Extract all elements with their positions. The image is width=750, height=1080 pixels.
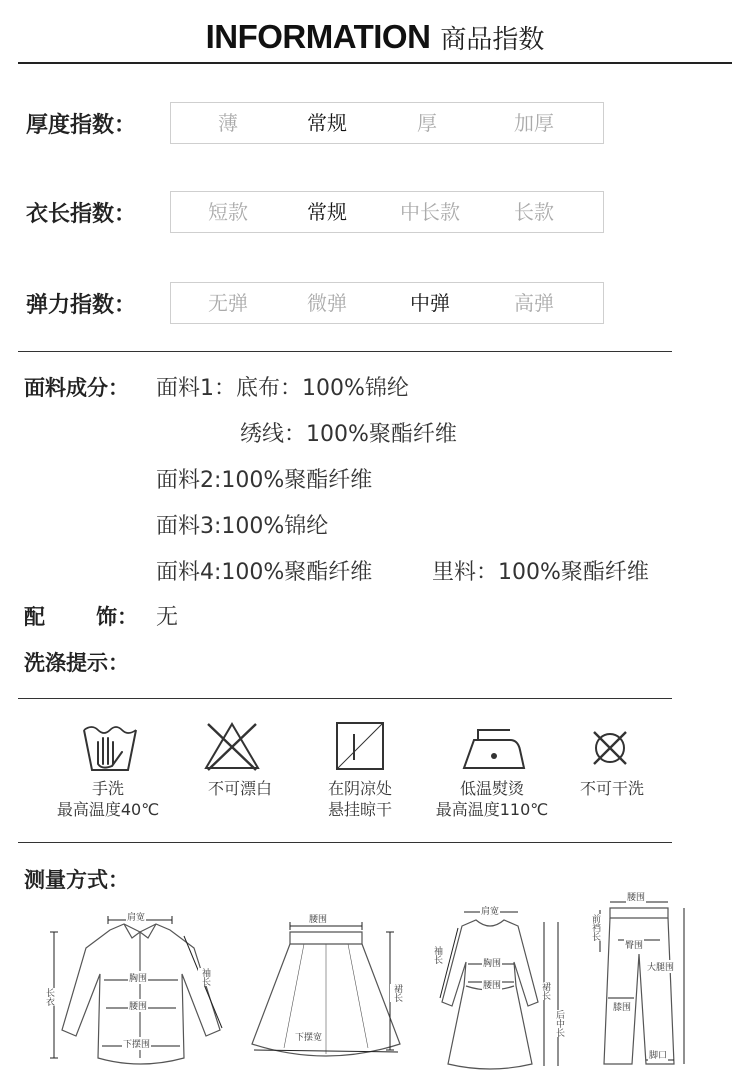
length-option: 短款 — [208, 200, 248, 224]
dress-label: 腰围 — [482, 978, 502, 991]
section-divider — [18, 842, 672, 843]
care-caption: 在阴凉处 悬挂晾干 — [327, 779, 392, 819]
shirt-label: 肩宽 — [126, 910, 146, 923]
care-caption: 手洗 最高温度40℃ — [56, 779, 160, 819]
pants-label: 脚口 — [648, 1048, 668, 1061]
accessory-value: 无 — [156, 605, 179, 630]
dress-label: 袖长 — [430, 946, 445, 964]
length-label: 衣长指数： — [26, 202, 137, 227]
hand-wash-icon — [80, 720, 140, 776]
accessory-label-b: 饰： — [96, 605, 138, 629]
elasticity-scale — [170, 282, 604, 324]
material-line: 面料1：底布：100%锦纶 — [156, 376, 409, 401]
dress-measure-figure — [424, 902, 574, 1074]
length-scale — [170, 191, 604, 233]
dress-label: 肩宽 — [480, 904, 500, 917]
thickness-label: 厚度指数： — [26, 113, 137, 138]
length-option: 长款 — [514, 200, 554, 224]
shade-hang-dry-icon — [330, 720, 390, 776]
iron-low-icon — [460, 720, 520, 776]
dress-label: 胸围 — [482, 956, 502, 969]
care-caption: 低温熨烫 最高温度110℃ — [435, 779, 549, 819]
pants-label: 臀围 — [624, 938, 644, 951]
elasticity-option: 无弹 — [208, 291, 248, 315]
accessory-label-a: 配 — [24, 605, 45, 629]
measure-label: 测量方式： — [24, 868, 129, 892]
elasticity-option-selected: 中弹 — [410, 291, 450, 315]
material-line: 面料2:100%聚酯纤维 — [156, 468, 373, 493]
no-dry-clean-icon — [584, 724, 644, 780]
shirt-label: 袖长 — [198, 968, 213, 986]
thickness-option: 厚 — [417, 111, 437, 135]
skirt-label: 腰围 — [308, 912, 328, 925]
thickness-option: 薄 — [218, 111, 238, 135]
care-caption: 不可漂白 — [207, 779, 272, 798]
pants-label: 腰围 — [626, 890, 646, 903]
thickness-option-selected: 常规 — [307, 111, 347, 135]
material-line: 面料4:100%聚酯纤维 — [156, 560, 373, 585]
material-line: 绣线：100%聚酯纤维 — [240, 422, 457, 447]
section-divider — [18, 698, 672, 699]
skirt-label: 裙长 — [390, 984, 405, 1002]
pants-label: 大腿围 — [646, 960, 675, 973]
material-line: 面料3:100%锦纶 — [156, 514, 329, 539]
care-caption: 不可干洗 — [579, 779, 644, 798]
length-option-selected: 常规 — [307, 200, 347, 224]
pants-measure-figure — [588, 888, 692, 1074]
pants-label: 前裆长 — [588, 914, 603, 941]
wash-label: 洗涤提示： — [24, 651, 129, 675]
skirt-label: 下摆宽 — [294, 1030, 323, 1043]
section-divider — [18, 351, 672, 352]
shirt-label: 腰围 — [128, 999, 148, 1012]
pants-label: 膝围 — [612, 1000, 632, 1013]
thickness-scale — [170, 102, 604, 144]
elasticity-option: 微弹 — [307, 291, 347, 315]
lining-text: 里料：100%聚酯纤维 — [432, 560, 649, 585]
shirt-label: 胸围 — [128, 971, 148, 984]
skirt-measure-figure — [244, 908, 414, 1074]
shirt-measure-figure — [44, 908, 234, 1074]
page-header — [0, 18, 750, 64]
header-title-en: INFORMATION — [205, 18, 431, 55]
shirt-label: 长衣 — [42, 988, 57, 1006]
elasticity-label: 弹力指数： — [26, 293, 137, 318]
dress-label: 后中长 — [552, 1010, 567, 1037]
thickness-option: 加厚 — [514, 111, 554, 135]
elasticity-option: 高弹 — [514, 291, 554, 315]
dress-label: 裙长 — [538, 982, 553, 1000]
header-title-cn: 商品指数 — [440, 24, 545, 55]
shirt-label: 下摆围 — [122, 1037, 151, 1050]
header-divider — [18, 62, 732, 64]
material-label: 面料成分： — [24, 376, 129, 400]
length-option: 中长款 — [400, 200, 460, 224]
no-bleach-icon — [202, 720, 262, 776]
